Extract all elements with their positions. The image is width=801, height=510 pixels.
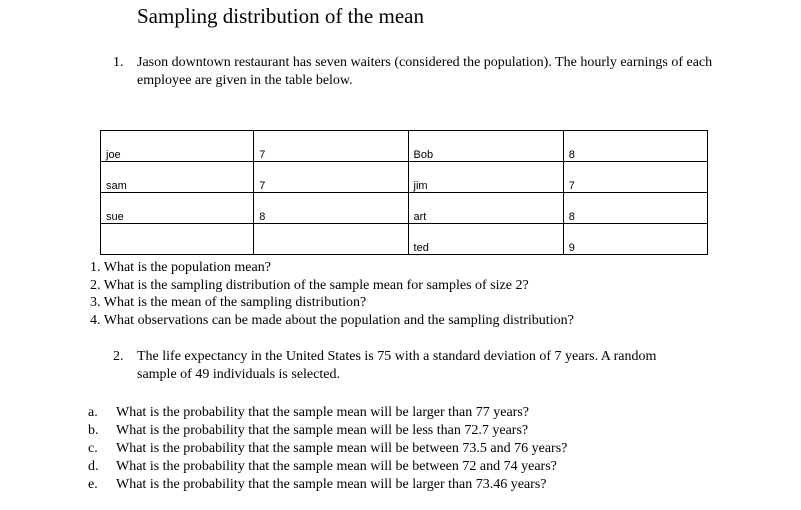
part-text: What is the probability that the sample mean will be larger than 77 years?	[116, 405, 529, 420]
table-cell: 7	[563, 162, 707, 193]
part-letter: b.	[88, 423, 99, 438]
part-text: What is the probability that the sample mean will be between 72 and 74 years?	[116, 459, 557, 474]
question-1-text: Jason downtown restaurant has seven waiters (considered the population). The hourly earnings of each employee are given in the table below.	[137, 55, 713, 88]
table-cell: 7	[254, 131, 408, 162]
part-text: What is the probability that the sample mean will be between 73.5 and 76 years?	[116, 441, 568, 456]
table-cell: 9	[563, 224, 707, 255]
part-text: What is the probability that the sample mean will be larger than 73.46 years?	[116, 477, 547, 492]
table-cell	[254, 224, 408, 255]
table-row	[101, 131, 708, 162]
question-2-text: The life expectancy in the United States is 75 with a standard deviation of 7 years. A random sample of 49 individuals is selected.	[137, 349, 657, 382]
list-item: 2. What is the sampling distribution of the sample mean for samples of size 2?	[90, 277, 529, 293]
table-cell: art	[408, 193, 563, 224]
part-letter: c.	[88, 441, 98, 456]
table-cell: 8	[254, 193, 408, 224]
list-item: 1. What is the population mean?	[90, 260, 271, 275]
part-letter: a.	[88, 405, 98, 420]
table-cell: sam	[101, 162, 254, 193]
table-cell: ted	[408, 224, 563, 255]
question-2-number: 2.	[113, 349, 124, 364]
table-cell: jim	[408, 162, 563, 193]
table-cell: 7	[254, 162, 408, 193]
table-cell: joe	[101, 131, 254, 162]
table-row	[101, 224, 708, 255]
part-letter: e.	[88, 477, 98, 492]
question-1-number: 1.	[113, 55, 124, 70]
list-item: 3. What is the mean of the sampling distribution?	[90, 295, 367, 310]
question-1-subquestions	[90, 259, 574, 329]
list-item: 4. What observations can be made about the population and the sampling distribution?	[90, 312, 574, 328]
waiters-earnings-table	[100, 130, 708, 255]
table-cell: Bob	[408, 131, 563, 162]
document-title: Sampling distribution of the mean	[137, 4, 424, 28]
table-row	[101, 193, 708, 224]
table-cell: sue	[101, 193, 254, 224]
table-cell: 8	[563, 193, 707, 224]
table-cell: 8	[563, 131, 707, 162]
part-text: What is the probability that the sample mean will be less than 72.7 years?	[116, 423, 529, 438]
table-cell	[101, 224, 254, 255]
table-row	[101, 162, 708, 193]
part-letter: d.	[88, 459, 99, 474]
